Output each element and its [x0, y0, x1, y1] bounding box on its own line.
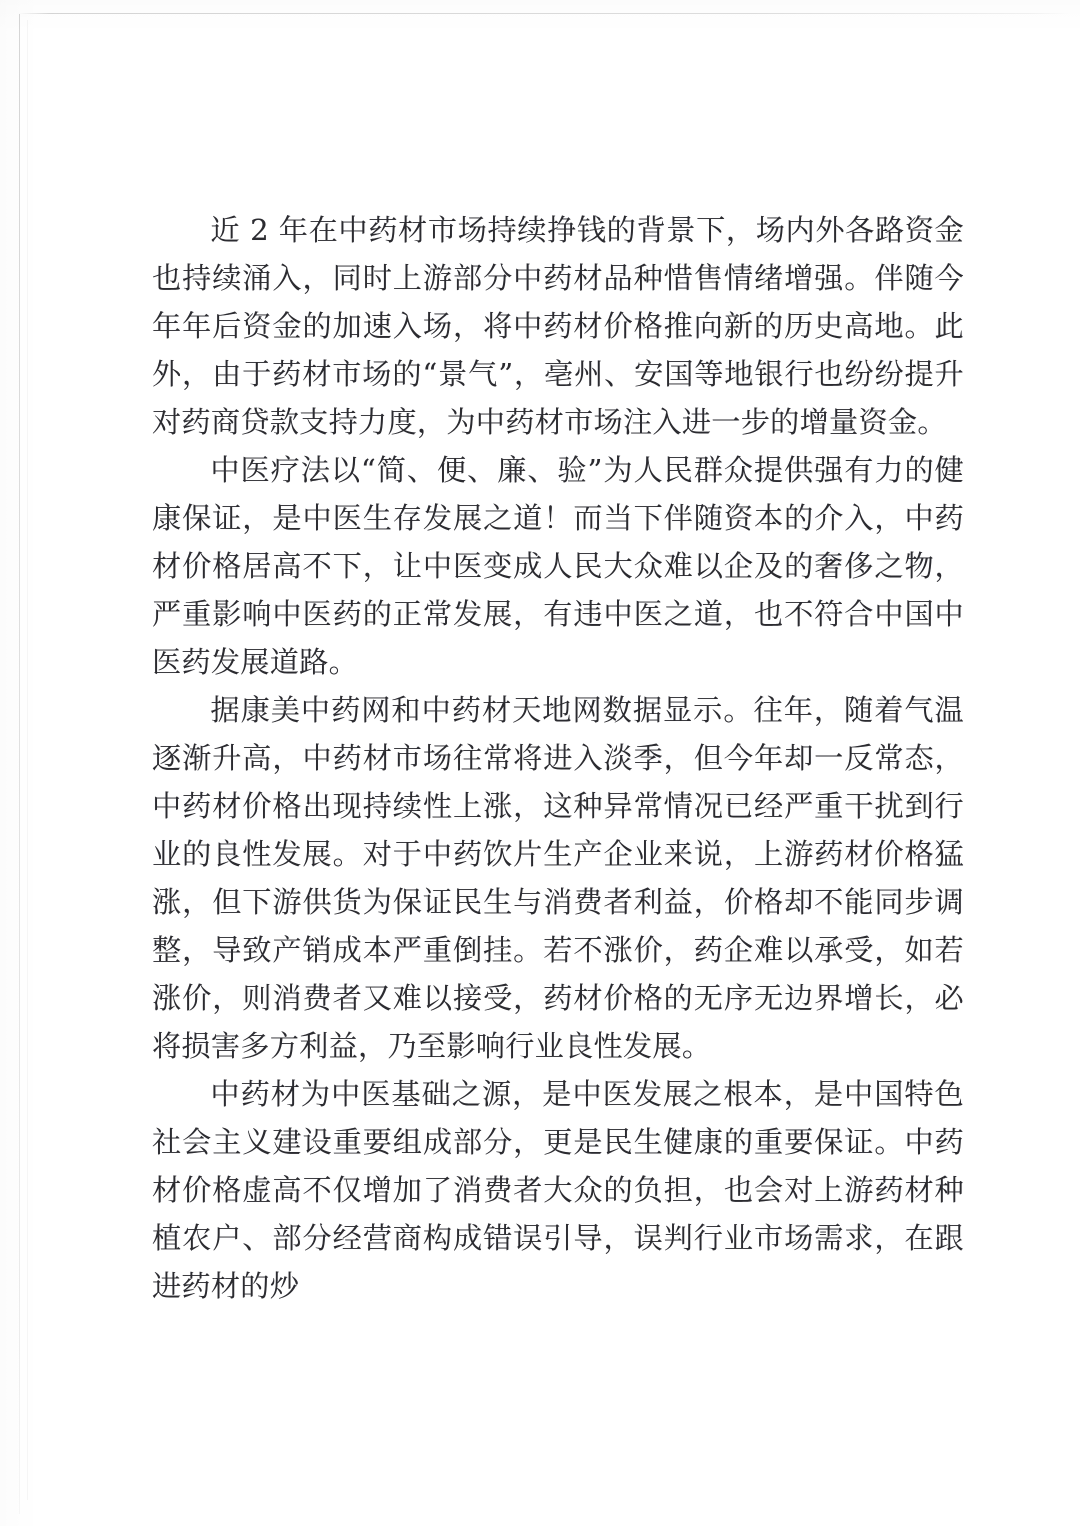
scan-edge-left-inner-line [27, 20, 28, 1500]
paragraph-3: 据康美中药网和中药材天地网数据显示。往年，随着气温逐渐升高，中药材市场往常将进入淡季，但今年却一反常态，中药材价格出现持续性上涨，这种异常情况已经严重干扰到行业的良性发展。对于中药饮片生产企业来说，上游药材价格猛涨，但下游供货为保证民生与消费者利益，价格却不能同步调整，导致产销成本严重倒挂。若不涨价，药企难以承受，如若涨价，则消费者又难以接受，药材价格的无序无边界增长，必将损害多方利益，乃至影响行业良性发展。 [152, 693, 964, 1063]
scan-edge-left-line [19, 14, 20, 1514]
scan-edge-top-line [18, 13, 1070, 14]
paragraph-4: 中药材为中医基础之源，是中医发展之根本，是中国特色社会主义建设重要组成部分，更是民生健康的重要保证。中药材价格虚高不仅增加了消费者大众的负担，也会对上游药材种植农户、部分经营商构成错误引导，误判行业市场需求，在跟进药材的炒 [152, 1077, 964, 1303]
paragraph-2: 中医疗法以“简、便、廉、验”为人民群众提供强有力的健康保证，是中医生存发展之道！而当下伴随资本的介入，中药材价格居高不下，让中医变成人民大众难以企及的奢侈之物，严重影响中医药的正常发展，有违中医之道，也不符合中国中医药发展道路。 [152, 453, 964, 679]
document-body [152, 206, 964, 1310]
paragraph-1: 近 2 年在中药材市场持续挣钱的背景下，场内外各路资金也持续涌入，同时上游部分中药材品种惜售情绪增强。伴随今年年后资金的加速入场，将中药材价格推向新的历史高地。此外，由于药材市场的“景气”，亳州、安国等地银行也纷纷提升对药商贷款支持力度，为中药材市场注入进一步的增量资金。 [152, 213, 964, 439]
